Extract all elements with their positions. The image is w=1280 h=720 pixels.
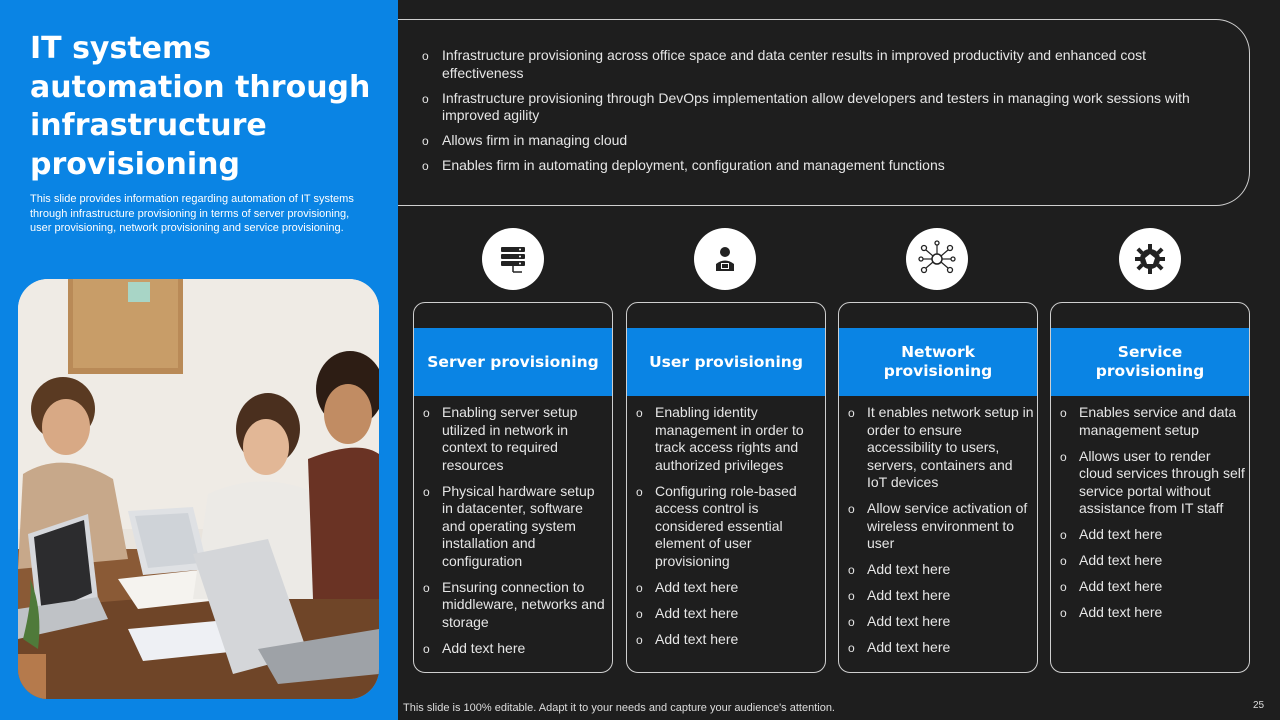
summary-item: o Enables firm in automating deployment, configuration and management functions	[422, 157, 1222, 175]
card-item: o Enables service and data management setup	[1060, 404, 1246, 439]
card-network-provisioning	[838, 302, 1038, 673]
card-item: o Add text here	[848, 561, 1034, 579]
card-title: User provisioning	[627, 328, 825, 396]
card-item: o Add text here	[423, 640, 609, 658]
footer-note: This slide is 100% editable. Adapt it to your needs and capture your audience's attention.	[403, 702, 835, 714]
card-item: o Physical hardware setup in datacenter, software and operating system installation and configuration	[423, 483, 609, 571]
card-item: o Configuring role-based access control is considered essential element of user provisioning	[636, 483, 822, 571]
card-server-provisioning	[413, 302, 613, 673]
card-item: o Add text here	[636, 605, 822, 623]
card-item: o Add text here	[1060, 552, 1246, 570]
card-item: o Add text here	[1060, 604, 1246, 622]
card-title: Network provisioning	[839, 328, 1037, 396]
slide-description: This slide provides information regarding automation of IT systems through infrastructure provisioning in terms of server provisioning, user provisioning, network provisioning and service provisioning.	[30, 193, 354, 234]
card-item: o Add text here	[848, 639, 1034, 657]
card-item: o It enables network setup in order to ensure accessibility to users, servers, containers and IoT devices	[848, 404, 1034, 492]
summary-item: o Infrastructure provisioning through DevOps implementation allow developers and testers in managing work sessions with improved agility	[422, 90, 1222, 125]
card-user-provisioning	[626, 302, 826, 673]
page-number: 25	[1253, 700, 1265, 711]
card-item: o Enabling server setup utilized in network in context to required resources	[423, 404, 609, 474]
card-item: o Add text here	[848, 613, 1034, 631]
card-service-provisioning	[1050, 302, 1250, 673]
card-list	[636, 404, 822, 657]
office-team-photo	[18, 279, 379, 699]
server-icon	[482, 228, 544, 290]
card-list	[423, 404, 609, 666]
card-item: o Add text here	[636, 579, 822, 597]
card-item: o Enabling identity management in order to track access rights and authorized privileges	[636, 404, 822, 474]
card-item: o Ensuring connection to middleware, networks and storage	[423, 579, 609, 632]
slide-title: IT systems automation through infrastructure provisioning	[30, 31, 371, 182]
card-item: o Allow service activation of wireless environment to user	[848, 500, 1034, 553]
card-item: o Add text here	[1060, 526, 1246, 544]
user-icon	[694, 228, 756, 290]
service-gear-icon	[1119, 228, 1181, 290]
card-title: Service provisioning	[1051, 328, 1249, 396]
card-title: Server provisioning	[414, 328, 612, 396]
card-list	[848, 404, 1034, 665]
network-icon	[906, 228, 968, 290]
card-item: o Add text here	[848, 587, 1034, 605]
summary-item: o Allows firm in managing cloud	[422, 132, 1222, 150]
summary-list	[422, 47, 1222, 182]
summary-item: o Infrastructure provisioning across office space and data center results in improved productivity and enhanced cost effectiveness	[422, 47, 1222, 82]
card-item: o Add text here	[1060, 578, 1246, 596]
summary-box	[398, 19, 1250, 206]
card-list	[1060, 404, 1246, 630]
card-item: o Allows user to render cloud services through self service portal without assistance from IT staff	[1060, 448, 1246, 518]
card-item: o Add text here	[636, 631, 822, 649]
